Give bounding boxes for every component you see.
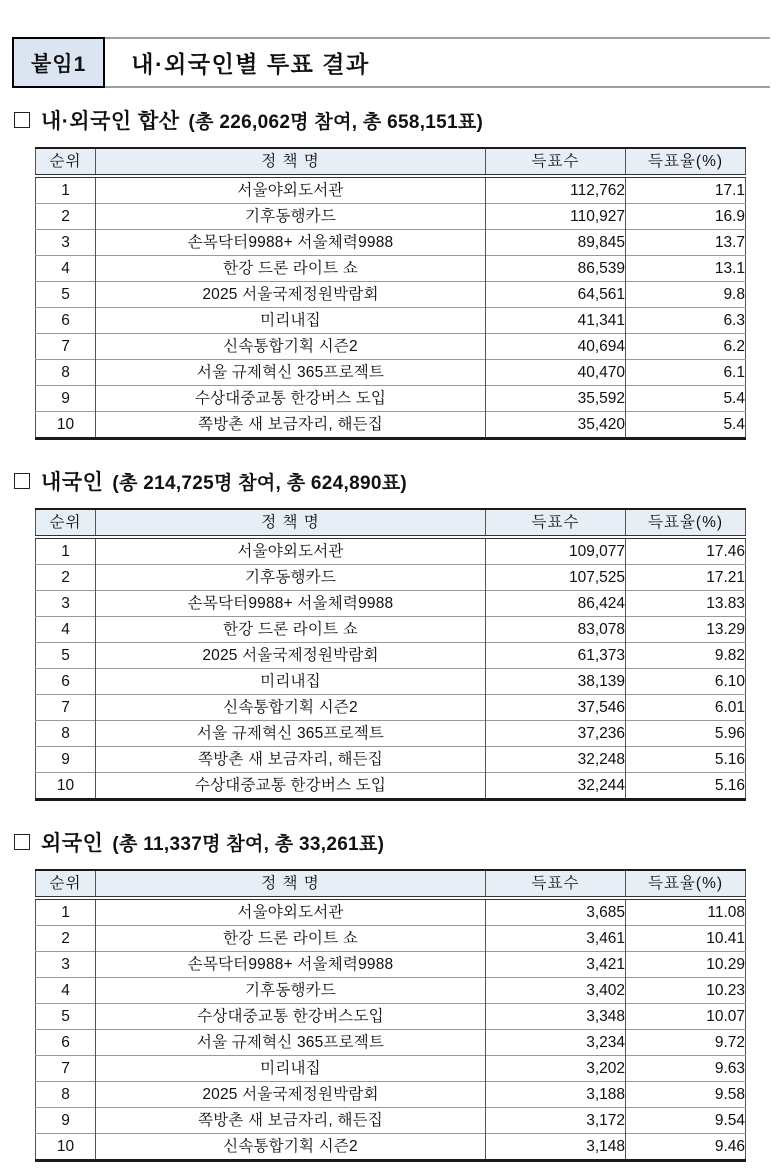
table-row bbox=[36, 204, 746, 230]
pct-cell: 9.58 bbox=[626, 1082, 746, 1108]
policy-cell: 서울야외도서관 bbox=[96, 537, 486, 565]
pct-cell: 17.21 bbox=[626, 565, 746, 591]
votes-cell: 3,148 bbox=[486, 1134, 626, 1161]
rank-cell: 8 bbox=[36, 1082, 96, 1108]
rank-cell: 6 bbox=[36, 308, 96, 334]
pct-cell: 5.16 bbox=[626, 747, 746, 773]
policy-cell: 2025 서울국제정원박람회 bbox=[96, 1082, 486, 1108]
rank-cell: 2 bbox=[36, 565, 96, 591]
pct-cell: 5.96 bbox=[626, 721, 746, 747]
table-row bbox=[36, 176, 746, 204]
policy-cell: 손목닥터9988+ 서울체력9988 bbox=[96, 952, 486, 978]
votes-cell: 112,762 bbox=[486, 176, 626, 204]
table-row bbox=[36, 1030, 746, 1056]
rank-cell: 4 bbox=[36, 617, 96, 643]
pct-cell: 10.07 bbox=[626, 1004, 746, 1030]
votes-cell: 3,421 bbox=[486, 952, 626, 978]
square-bullet-icon bbox=[14, 473, 30, 489]
policy-cell: 수상대중교통 한강버스 도입 bbox=[96, 386, 486, 412]
policy-cell: 한강 드론 라이트 쇼 bbox=[96, 617, 486, 643]
table-row bbox=[36, 1056, 746, 1082]
policy-cell: 서울야외도서관 bbox=[96, 898, 486, 926]
col-header-votes: 득표수 bbox=[486, 509, 626, 537]
rank-cell: 7 bbox=[36, 334, 96, 360]
policy-cell: 손목닥터9988+ 서울체력9988 bbox=[96, 591, 486, 617]
policy-cell: 서울 규제혁신 365프로젝트 bbox=[96, 360, 486, 386]
votes-cell: 40,694 bbox=[486, 334, 626, 360]
policy-cell: 2025 서울국제정원박람회 bbox=[96, 282, 486, 308]
pct-cell: 9.46 bbox=[626, 1134, 746, 1161]
section-heading-domestic bbox=[14, 466, 780, 496]
votes-cell: 3,188 bbox=[486, 1082, 626, 1108]
pct-cell: 17.1 bbox=[626, 176, 746, 204]
votes-cell: 109,077 bbox=[486, 537, 626, 565]
votes-cell: 38,139 bbox=[486, 669, 626, 695]
rank-cell: 2 bbox=[36, 204, 96, 230]
policy-cell: 신속통합기획 시즌2 bbox=[96, 1134, 486, 1161]
policy-cell: 신속통합기획 시즌2 bbox=[96, 334, 486, 360]
table-row bbox=[36, 669, 746, 695]
votes-cell: 35,420 bbox=[486, 412, 626, 439]
policy-cell: 쪽방촌 새 보금자리, 해든집 bbox=[96, 412, 486, 439]
table-row bbox=[36, 334, 746, 360]
table-row bbox=[36, 898, 746, 926]
pct-cell: 9.8 bbox=[626, 282, 746, 308]
pct-cell: 5.4 bbox=[626, 412, 746, 439]
votes-cell: 89,845 bbox=[486, 230, 626, 256]
col-header-rank: 순위 bbox=[36, 509, 96, 537]
table-row bbox=[36, 386, 746, 412]
section-subtitle: (총 226,062명 참여, 총 658,151표) bbox=[188, 111, 484, 133]
rank-cell: 3 bbox=[36, 952, 96, 978]
rank-cell: 9 bbox=[36, 1108, 96, 1134]
table-row bbox=[36, 591, 746, 617]
rank-cell: 7 bbox=[36, 1056, 96, 1082]
table-header-row bbox=[36, 870, 746, 898]
rank-cell: 4 bbox=[36, 256, 96, 282]
table-body bbox=[36, 176, 746, 439]
pct-cell: 13.1 bbox=[626, 256, 746, 282]
policy-cell: 서울 규제혁신 365프로젝트 bbox=[96, 1030, 486, 1056]
table-row bbox=[36, 926, 746, 952]
policy-cell: 수상대중교통 한강버스 도입 bbox=[96, 773, 486, 800]
votes-cell: 64,561 bbox=[486, 282, 626, 308]
votes-cell: 3,685 bbox=[486, 898, 626, 926]
votes-cell: 35,592 bbox=[486, 386, 626, 412]
table-row bbox=[36, 282, 746, 308]
policy-cell: 신속통합기획 시즌2 bbox=[96, 695, 486, 721]
col-header-pct: 득표율(%) bbox=[626, 148, 746, 176]
rank-cell: 10 bbox=[36, 1134, 96, 1161]
votes-cell: 40,470 bbox=[486, 360, 626, 386]
votes-cell: 3,402 bbox=[486, 978, 626, 1004]
table-row bbox=[36, 360, 746, 386]
rank-cell: 1 bbox=[61, 904, 70, 921]
table-row bbox=[36, 537, 746, 565]
rank-cell: 9 bbox=[36, 747, 96, 773]
table-row bbox=[36, 952, 746, 978]
votes-cell: 32,244 bbox=[486, 773, 626, 800]
results-table-combined bbox=[35, 147, 746, 440]
table-row bbox=[36, 412, 746, 439]
pct-cell: 6.1 bbox=[626, 360, 746, 386]
votes-cell: 3,348 bbox=[486, 1004, 626, 1030]
table-row bbox=[36, 256, 746, 282]
table-body bbox=[36, 898, 746, 1161]
col-header-policy: 정 책 명 bbox=[96, 148, 486, 176]
votes-cell: 61,373 bbox=[486, 643, 626, 669]
col-header-rank: 순위 bbox=[36, 870, 96, 898]
votes-cell: 32,248 bbox=[486, 747, 626, 773]
rank-cell: 5 bbox=[36, 1004, 96, 1030]
table-row bbox=[36, 773, 746, 800]
policy-cell: 기후동행카드 bbox=[96, 565, 486, 591]
table-header-row bbox=[36, 148, 746, 176]
col-header-pct: 득표율(%) bbox=[626, 509, 746, 537]
table-row bbox=[36, 1134, 746, 1161]
col-header-votes: 득표수 bbox=[486, 148, 626, 176]
pct-cell: 6.01 bbox=[626, 695, 746, 721]
table-row bbox=[36, 617, 746, 643]
table-row bbox=[36, 565, 746, 591]
votes-cell: 3,172 bbox=[486, 1108, 626, 1134]
votes-cell: 110,927 bbox=[486, 204, 626, 230]
section-title: 내국인 bbox=[41, 471, 104, 494]
policy-cell: 수상대중교통 한강버스도입 bbox=[96, 1004, 486, 1030]
pct-cell: 11.08 bbox=[626, 898, 746, 926]
votes-cell: 37,236 bbox=[486, 721, 626, 747]
pct-cell: 9.72 bbox=[626, 1030, 746, 1056]
table-header-row bbox=[36, 509, 746, 537]
policy-cell: 쪽방촌 새 보금자리, 해든집 bbox=[96, 1108, 486, 1134]
pct-cell: 13.83 bbox=[626, 591, 746, 617]
votes-cell: 3,461 bbox=[486, 926, 626, 952]
rank-cell: 2 bbox=[36, 926, 96, 952]
rank-cell: 5 bbox=[36, 643, 96, 669]
rank-cell: 7 bbox=[36, 695, 96, 721]
rank-cell: 6 bbox=[36, 669, 96, 695]
rank-cell: 10 bbox=[36, 773, 96, 800]
table-row bbox=[36, 1004, 746, 1030]
pct-cell: 9.54 bbox=[626, 1108, 746, 1134]
rank-cell: 5 bbox=[36, 282, 96, 308]
table-row bbox=[36, 643, 746, 669]
pct-cell: 10.23 bbox=[626, 978, 746, 1004]
policy-cell: 미리내집 bbox=[96, 308, 486, 334]
votes-cell: 37,546 bbox=[486, 695, 626, 721]
rank-cell: 6 bbox=[36, 1030, 96, 1056]
col-header-policy: 정 책 명 bbox=[96, 509, 486, 537]
pct-cell: 9.63 bbox=[626, 1056, 746, 1082]
table-row bbox=[36, 695, 746, 721]
policy-cell: 손목닥터9988+ 서울체력9988 bbox=[96, 230, 486, 256]
votes-cell: 41,341 bbox=[486, 308, 626, 334]
pct-cell: 10.41 bbox=[626, 926, 746, 952]
policy-cell: 쪽방촌 새 보금자리, 해든집 bbox=[96, 747, 486, 773]
table-row bbox=[36, 230, 746, 256]
pct-cell: 16.9 bbox=[626, 204, 746, 230]
table-row bbox=[36, 1108, 746, 1134]
square-bullet-icon bbox=[14, 834, 30, 850]
votes-cell: 86,424 bbox=[486, 591, 626, 617]
votes-cell: 86,539 bbox=[486, 256, 626, 282]
table-row bbox=[36, 747, 746, 773]
rank-cell: 4 bbox=[36, 978, 96, 1004]
policy-cell: 미리내집 bbox=[96, 669, 486, 695]
rank-cell: 1 bbox=[61, 543, 70, 560]
policy-cell: 2025 서울국제정원박람회 bbox=[96, 643, 486, 669]
pct-cell: 6.10 bbox=[626, 669, 746, 695]
policy-cell: 서울야외도서관 bbox=[96, 176, 486, 204]
votes-cell: 83,078 bbox=[486, 617, 626, 643]
pct-cell: 6.3 bbox=[626, 308, 746, 334]
section-subtitle: (총 11,337명 참여, 총 33,261표) bbox=[112, 833, 385, 855]
pct-cell: 5.16 bbox=[626, 773, 746, 800]
policy-cell: 미리내집 bbox=[96, 1056, 486, 1082]
rank-cell: 9 bbox=[36, 386, 96, 412]
page-title: 내·외국인별 투표 결과 bbox=[131, 51, 370, 77]
section-heading-combined bbox=[14, 105, 780, 135]
table-row bbox=[36, 308, 746, 334]
col-header-votes: 득표수 bbox=[486, 870, 626, 898]
section-title: 내·외국인 합산 bbox=[41, 110, 180, 133]
col-header-policy: 정 책 명 bbox=[96, 870, 486, 898]
policy-cell: 한강 드론 라이트 쇼 bbox=[96, 256, 486, 282]
col-header-rank: 순위 bbox=[36, 148, 96, 176]
table-row bbox=[36, 1082, 746, 1108]
square-bullet-icon bbox=[14, 112, 30, 128]
pct-cell: 13.7 bbox=[626, 230, 746, 256]
results-table-domestic bbox=[35, 508, 746, 801]
rank-cell: 10 bbox=[36, 412, 96, 439]
table-row bbox=[36, 978, 746, 1004]
rank-cell: 1 bbox=[61, 182, 70, 199]
rank-cell: 3 bbox=[36, 591, 96, 617]
pct-cell: 13.29 bbox=[626, 617, 746, 643]
policy-cell: 서울 규제혁신 365프로젝트 bbox=[96, 721, 486, 747]
policy-cell: 기후동행카드 bbox=[96, 978, 486, 1004]
table-body bbox=[36, 537, 746, 800]
attachment-badge: 붙임1 bbox=[12, 37, 105, 88]
section-title: 외국인 bbox=[41, 832, 104, 855]
policy-cell: 한강 드론 라이트 쇼 bbox=[96, 926, 486, 952]
table-row bbox=[36, 721, 746, 747]
pct-cell: 17.46 bbox=[626, 537, 746, 565]
votes-cell: 3,202 bbox=[486, 1056, 626, 1082]
pct-cell: 5.4 bbox=[626, 386, 746, 412]
votes-cell: 107,525 bbox=[486, 565, 626, 591]
policy-cell: 기후동행카드 bbox=[96, 204, 486, 230]
rank-cell: 3 bbox=[36, 230, 96, 256]
pct-cell: 10.29 bbox=[626, 952, 746, 978]
rank-cell: 8 bbox=[36, 721, 96, 747]
attachment-title-bar bbox=[12, 37, 770, 88]
pct-cell: 9.82 bbox=[626, 643, 746, 669]
col-header-pct: 득표율(%) bbox=[626, 870, 746, 898]
results-table-foreign bbox=[35, 869, 746, 1162]
rank-cell: 8 bbox=[36, 360, 96, 386]
section-heading-foreign bbox=[14, 827, 780, 857]
section-subtitle: (총 214,725명 참여, 총 624,890표) bbox=[112, 472, 407, 494]
pct-cell: 6.2 bbox=[626, 334, 746, 360]
votes-cell: 3,234 bbox=[486, 1030, 626, 1056]
